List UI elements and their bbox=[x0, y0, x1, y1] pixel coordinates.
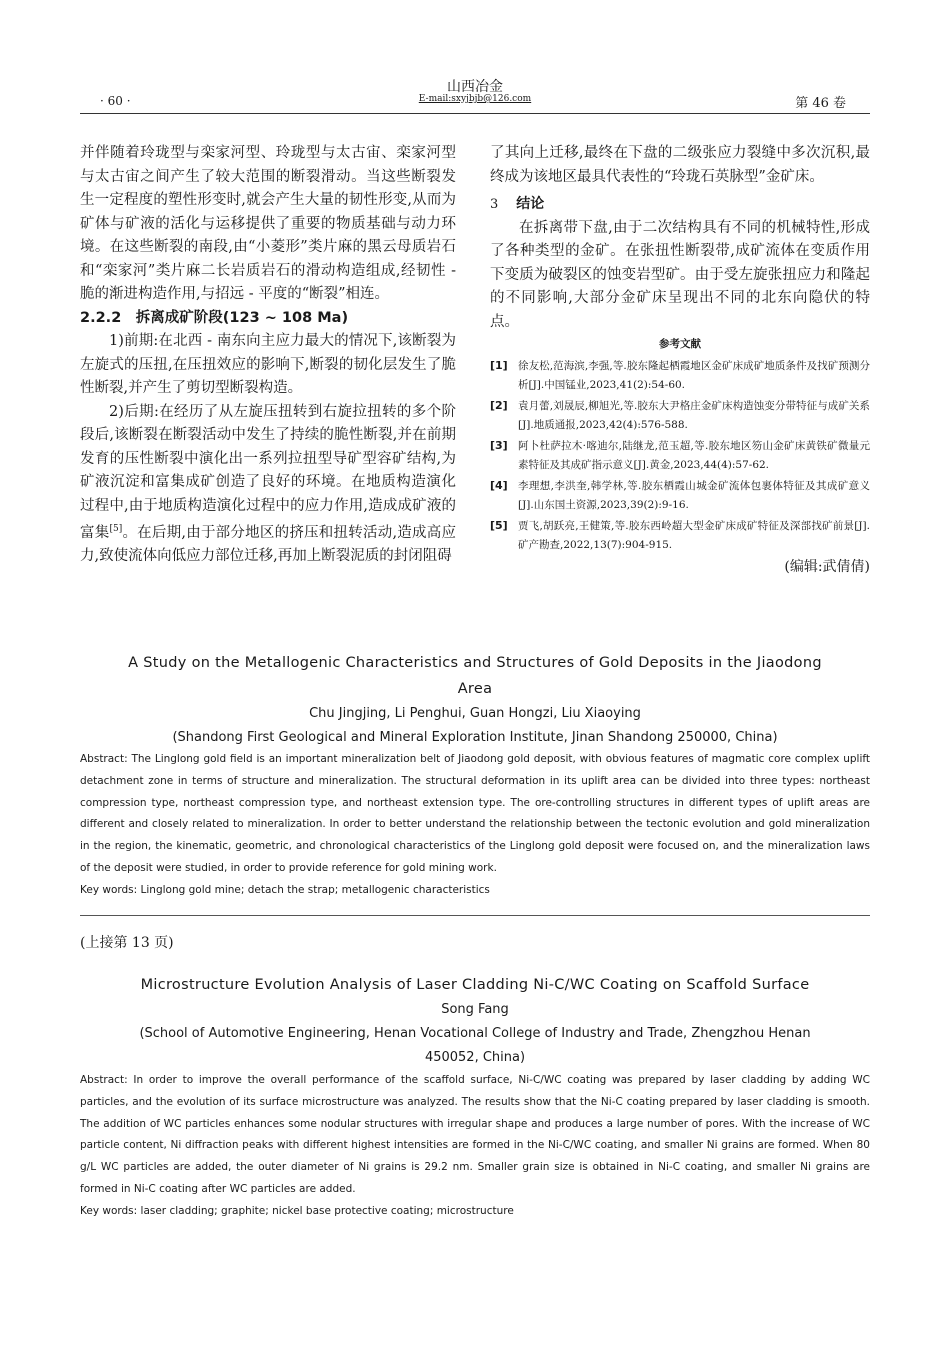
reference-number: [3] bbox=[490, 439, 508, 452]
paragraph-text: 2)后期:在经历了从左旋压扭转到右旋拉扭转的多个阶段后,该断裂在断裂活动中发生了持续的脆性断裂,并在前期发育的压性断裂中演化出一系列拉扭型导矿型容矿结构,为矿液沉淀和富集成矿创造了良好的环境。在地质构造演化过程中,由于地质构造演化过程中的应力作用,造成成矿液的富集 bbox=[80, 403, 456, 541]
reference-item bbox=[490, 477, 870, 514]
reference-number: [5] bbox=[490, 519, 508, 532]
english-title: A Study on the Metallogenic Characteristics and Structures of Gold Deposits in the Jiaodong bbox=[128, 655, 822, 671]
reference-item bbox=[490, 357, 870, 394]
english-author: Song Fang bbox=[441, 1002, 509, 1017]
english-affiliation: (School of Automotive Engineering, Henan Vocational College of Industry and Trade, Zhengzhou Henan bbox=[139, 1026, 811, 1041]
abstract-text: Abstract: The Linglong gold field is an important mineralization belt of Jiaodong gold deposit, with obvious features of magmatic core complex uplift detachment zone in terms of structure and mineralization. The structural deformation in its uplift area can be divided into three types: northeast compression type, northeast compression type, and northeast extension type. The ore-controlling structures in different types of uplift areas are different and closely related to mineralization. In order to better understand the relationship between the tectonic evolution and gold mineralization in the region, the kinematic, geometric, and chronological characteristics of the Linglong gold deposit were focused on, and the mineralization laws of the deposit were studied, in order to provide reference for gold mining work. bbox=[80, 753, 870, 874]
reference-list bbox=[490, 357, 870, 554]
reference-text: 袁月蕾,刘晟辰,柳旭光,等.胶东大尹格庄金矿床构造蚀变分带特征与成矿关系[J].地质通报,2023,42(4):576-588. bbox=[518, 400, 870, 431]
citation-ref: [5] bbox=[109, 524, 123, 534]
right-column bbox=[490, 142, 870, 578]
abstract-text: Abstract: In order to improve the overall performance of the scaffold surface, Ni-C/WC coating was prepared by laser cladding by adding WC particles, and the evolution of its surface microstructure was analyzed. The results show that the Ni-C coating prepared by laser cladding is smooth. The addition of WC particles enhances some nodular structures with irregular shape and produces a large number of pores. With the increase of WC particle content, Ni diffraction peaks with different highest intensities are formed in the Ni-C/WC coating, and smaller Ni grains are formed. When 80 g/L WC particles are added, the outer diameter of Ni grains is 29.2 nm. Smaller grain size is obtained in Ni-C coating, and smaller Ni grains are formed in Ni-C coating after WC particles are added. bbox=[80, 1074, 870, 1195]
body-paragraph: 1)前期:在北西 - 南东向主应力最大的情况下,该断裂为左旋式的压扭,在压扭效应的影响下,断裂的韧化层发生了脆性断裂,并产生了剪切型断裂构造。 bbox=[80, 333, 456, 396]
keywords: Key words: laser cladding; graphite; nickel base protective coating; microstructure bbox=[80, 1204, 514, 1217]
reference-text: 阿卜杜萨拉木·喀迪尔,陆继龙,范玉超,等.胶东地区笏山金矿床黄铁矿微量元素特征及其成矿指示意义[J].黄金,2023,44(4):57-62. bbox=[518, 440, 870, 471]
body-paragraph: 在拆离带下盘,由于二次结构具有不同的机械特性,形成了各种类型的金矿。在张扭性断裂带,成矿流体在变质作用下变质为破裂区的蚀变岩型矿。由于受左旋张扭应力和隆起的不同影响,大部分金矿床呈现出不同的北东向隐伏的特点。 bbox=[490, 219, 870, 330]
english-abstract bbox=[80, 749, 870, 902]
section-heading: 2.2.2 拆离成矿阶段(123 ~ 108 Ma) bbox=[80, 309, 349, 326]
body-paragraph bbox=[80, 401, 456, 569]
page-number: · 60 · bbox=[100, 94, 131, 108]
reference-item bbox=[490, 437, 870, 474]
reference-number: [1] bbox=[490, 359, 508, 372]
references-title: 参考文献 bbox=[659, 338, 701, 350]
reference-item bbox=[490, 517, 870, 554]
english-affiliation-cont: 450052, China) bbox=[424, 1050, 526, 1065]
reference-number: [2] bbox=[490, 399, 508, 412]
section-heading bbox=[490, 193, 870, 217]
reference-item bbox=[490, 397, 870, 434]
paragraph-text: 。在后期,由于部分地区的挤压和扭转活动,造成高应力,致使流体向低应力部位迁移,再加上断裂泥质的封闭阻碍 bbox=[80, 524, 457, 565]
section-title: 结论 bbox=[516, 196, 545, 212]
section-divider bbox=[80, 915, 870, 916]
english-authors: Chu Jingjing, Li Penghui, Guan Hongzi, Liu Xiaoying bbox=[309, 706, 641, 721]
english-title-cont: Area bbox=[457, 681, 493, 697]
reference-text: 李理想,李洪奎,韩学林,等.胶东栖霞山城金矿流体包裹体特征及其成矿意义[J].山东国土资源,2023,39(2):9-16. bbox=[518, 480, 870, 511]
body-paragraph: 了其向上迁移,最终在下盘的二级张应力裂缝中多次沉积,最终成为该地区最具代表性的“玲珑石英脉型”金矿床。 bbox=[490, 145, 870, 185]
english-abstract bbox=[80, 1070, 870, 1223]
journal-name: 山西冶金 bbox=[447, 79, 503, 95]
body-paragraph: 并伴随着玲珑型与栾家河型、玲珑型与太古宙、栾家河型与太古宙之间产生了较大范围的断裂滑动。当这些断裂发生一定程度的塑性形变时,就会产生大量的韧性形变,从而为矿体与矿液的活化与运移提供了重要的物质基础与动力环境。在这些断裂的南段,由“小菱形”类片麻的黑云母质岩石和“栾家河”类片麻二长岩质岩石的滑动构造组成,经韧性 - 脆的渐进构造作用,与招远 - 平度的“断裂”相连。 bbox=[80, 145, 456, 302]
reference-number: [4] bbox=[490, 479, 508, 492]
english-title: Microstructure Evolution Analysis of Laser Cladding Ni-C/WC Coating on Scaffold Surface bbox=[140, 977, 810, 993]
continued-note: (上接第 13 页) bbox=[80, 935, 174, 951]
english-affiliation: (Shandong First Geological and Mineral Exploration Institute, Jinan Shandong 250000, China) bbox=[172, 730, 778, 745]
editor-note: (编辑:武倩倩) bbox=[784, 559, 870, 575]
section-number: 3 bbox=[490, 197, 499, 212]
journal-email: E-mail:sxyjbjb@126.com bbox=[418, 94, 532, 104]
header-rule bbox=[80, 113, 870, 114]
reference-text: 贾飞,胡跃亮,王健策,等.胶东西岭超大型金矿床成矿特征及深部找矿前景[J].矿产勘查,2022,13(7):904-915. bbox=[518, 520, 870, 551]
keywords: Key words: Linglong gold mine; detach the strap; metallogenic characteristics bbox=[80, 883, 490, 896]
left-column bbox=[80, 142, 456, 569]
volume-number: 第 46 卷 bbox=[795, 96, 846, 111]
reference-text: 徐友松,范海滨,李强,等.胶东隆起栖霞地区金矿床成矿地质条件及找矿预测分析[J].中国锰业,2023,41(2):54-60. bbox=[518, 360, 870, 391]
